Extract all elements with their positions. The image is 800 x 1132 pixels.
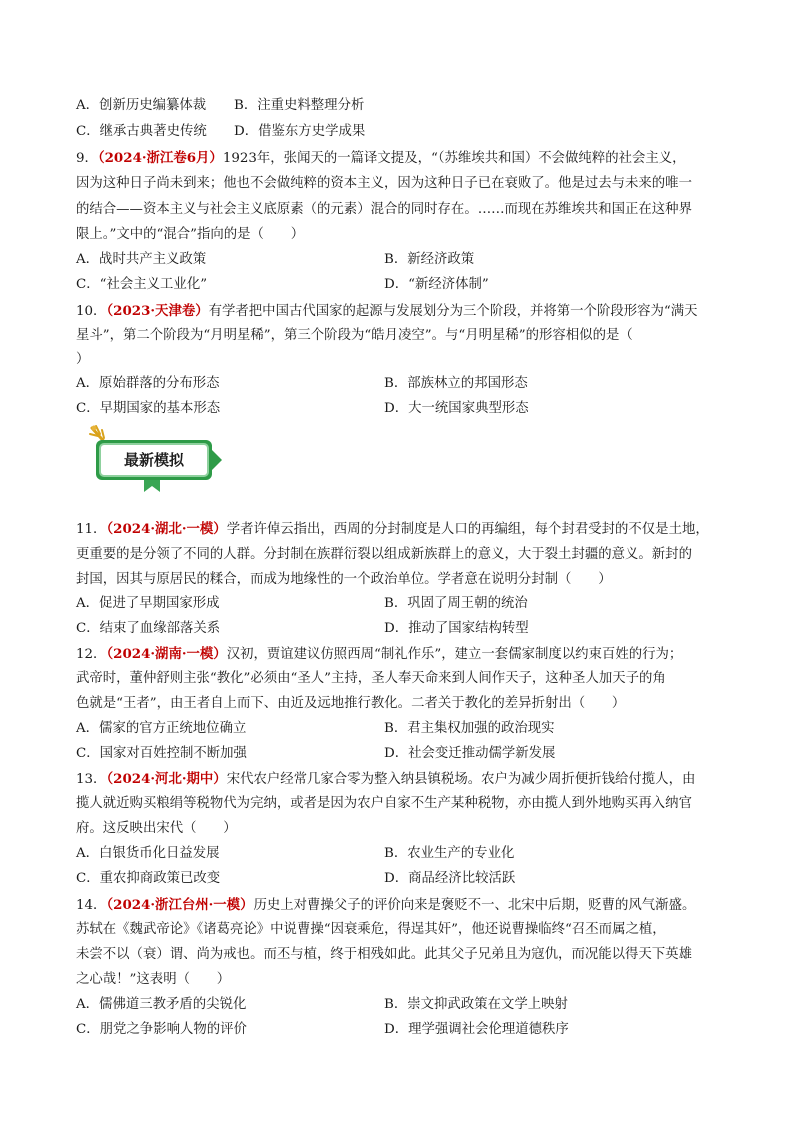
- q13-source: （2024·河北·期中）: [106, 771, 227, 787]
- q11-options-row-1: [76, 594, 726, 614]
- q9-stem-line-3: 的结合——资本主义与社会主义底原素（的元素）混合的同时存在。……而现在苏维埃共和国正在这种界: [76, 202, 692, 217]
- q12-options-row-1: [76, 719, 726, 739]
- q8-options-row-1: [76, 96, 726, 116]
- q12-options-row-2: [76, 744, 726, 764]
- q9-source: （2024·浙江卷6月）: [97, 150, 223, 166]
- q10-stem-line-2: 星斗”，第二个阶段为“月明星稀”，第三个阶段为“皓月凌空”。与“月明星稀”的形容相似的是（: [76, 328, 633, 343]
- q12-text: 汉初，贾谊建议仿照西周“制礼作乐”，建立一套儒家制度以约束百姓的行为；: [226, 647, 683, 662]
- q13-number: 13．: [76, 772, 107, 787]
- q11-option-a[interactable]: A．促进了早期国家形成: [76, 596, 220, 611]
- q11-stem-line-3: 封国，因其与原居民的糅合，而成为地缘性的一个政治单位。学者意在说明分封制（ ）: [76, 572, 612, 587]
- q10-option-b[interactable]: B．部族林立的邦国形态: [384, 376, 528, 391]
- q14-stem-line-4: 之心哉！”这表明（ ）: [76, 972, 231, 987]
- q10-stem-line-3: ）: [76, 352, 90, 367]
- q11-option-b[interactable]: B．巩固了周王朝的统治: [384, 596, 528, 611]
- q10-option-c[interactable]: C．早期国家的基本形态: [76, 401, 221, 416]
- q13-option-d[interactable]: D．商品经济比较活跃: [384, 871, 516, 886]
- q10-options-row-2: [76, 399, 726, 419]
- q8-option-b[interactable]: B．注重史料整理分析: [234, 98, 365, 113]
- q13-options-row-2: [76, 869, 726, 889]
- q10-text: 有学者把中国古代国家的起源与发展划分为三个阶段，并将第一个阶段形容为“满天: [208, 304, 698, 319]
- q12-source: （2024·湖南·一模）: [106, 646, 227, 662]
- q11-stem-line-2: 更重要的是分领了不同的人群。分封制在族群衍裂以组成新族群上的意义，大于裂土封疆的意义。新封的: [76, 547, 692, 562]
- section-badge: [82, 422, 230, 494]
- q8-option-a[interactable]: A．创新历史编纂体裁: [76, 98, 207, 113]
- q11-options-row-2: [76, 619, 726, 639]
- q13-stem-line-2: 揽人就近购买粮绢等税物代为完纳，或者是因为农户自家不生产某种税物，亦由揽人到外地购买再入纳官: [76, 796, 692, 811]
- q11-text: 学者许倬云指出，西周的分封制度是人口的再编组，每个封君受封的不仅是土地，: [226, 522, 709, 537]
- q14-source: （2024·浙江台州·一模）: [106, 897, 254, 913]
- q10-options-row-1: [76, 374, 726, 394]
- q9-text: 1923年，张闻天的一篇译文提及，“（苏维埃共和国）不会做纯粹的社会主义，: [222, 151, 686, 166]
- q13-stem-line-1: [76, 769, 724, 789]
- q8-option-d[interactable]: D．借鉴东方史学成果: [234, 124, 366, 139]
- q10-number: 10．: [76, 304, 107, 319]
- q10-stem-line-1: [76, 301, 724, 321]
- q9-options-row-2: [76, 275, 726, 295]
- q11-option-c[interactable]: C．结束了血缘部落关系: [76, 621, 221, 636]
- q12-option-b[interactable]: B．君主集权加强的政治现实: [384, 721, 555, 736]
- q13-text: 宋代农户经常几家合零为整入纳县镇税场。农户为减少周折便折钱给付揽人，由: [226, 772, 696, 787]
- q14-option-d[interactable]: D．理学强调社会伦理道德秩序: [384, 1022, 569, 1037]
- q12-option-a[interactable]: A．儒家的官方正统地位确立: [76, 721, 247, 736]
- q11-source: （2024·湖北·一模）: [106, 521, 227, 537]
- q9-number: 9．: [76, 151, 98, 166]
- q14-option-c[interactable]: C．朋党之争影响人物的评价: [76, 1022, 247, 1037]
- q11-stem-line-1: [76, 519, 724, 539]
- q9-option-d[interactable]: D．“新经济体制”: [384, 277, 489, 292]
- q14-text: 历史上对曹操父子的评价向来是褒贬不一、北宋中后期，贬曹的风气渐盛。: [253, 898, 696, 913]
- q12-stem-line-1: [76, 644, 724, 664]
- q14-options-row-1: [76, 995, 726, 1015]
- q13-options-row-1: [76, 844, 726, 864]
- q10-option-a[interactable]: A．原始群落的分布形态: [76, 376, 220, 391]
- q14-options-row-2: [76, 1020, 726, 1040]
- q14-number: 14．: [76, 898, 107, 913]
- q8-option-c[interactable]: C．继承古典著史传统: [76, 124, 207, 139]
- q11-number: 11．: [76, 522, 107, 537]
- q12-number: 12．: [76, 647, 107, 662]
- q14-option-b[interactable]: B．崇文抑武政策在文学上映射: [384, 997, 568, 1012]
- q9-stem-line-1: [76, 148, 724, 168]
- q12-stem-line-2: 武帝时，董仲舒则主张“教化”必须由“圣人”主持，圣人奉天命来到人间作天子，这种圣人加天子的角: [76, 671, 666, 686]
- q9-option-a[interactable]: A．战时共产主义政策: [76, 252, 207, 267]
- q8-options-row-2: [76, 122, 726, 142]
- q13-option-c[interactable]: C．重农抑商政策已改变: [76, 871, 221, 886]
- q10-source: （2023·天津卷）: [106, 303, 209, 319]
- q14-stem-line-3: 未尝不以（衰）谓、尚为戒也。而丕与植，终于相残如此。此其父子兄弟且为寇仇，而况能以得天下英雄: [76, 947, 692, 962]
- q13-option-a[interactable]: A．白银货币化日益发展: [76, 846, 220, 861]
- q14-stem-line-1: [76, 895, 724, 915]
- q12-option-c[interactable]: C．国家对百姓控制不断加强: [76, 746, 247, 761]
- q13-option-b[interactable]: B．农业生产的专业化: [384, 846, 515, 861]
- q14-stem-line-2: 苏轼在《魏武帝论》《诸葛亮论》中说曹操“因衰乘危，得逞其奸”，他还说曹操临终“召丕而属之植，: [76, 922, 666, 937]
- q9-option-c[interactable]: C．“社会主义工业化”: [76, 277, 208, 292]
- q9-stem-line-2: 因为这种日子尚未到来；他也不会做纯粹的资本主义，因为这种日子已在衰败了。他是过去与未来的唯一: [76, 176, 692, 191]
- section-badge-label: 最新模拟: [123, 451, 184, 469]
- q13-stem-line-3: 府。这反映出宋代（ ）: [76, 821, 237, 836]
- q9-options-row-1: [76, 250, 726, 270]
- q10-option-d[interactable]: D．大一统国家典型形态: [384, 401, 529, 416]
- q12-option-d[interactable]: D．社会变迁推动儒学新发展: [384, 746, 556, 761]
- q11-option-d[interactable]: D．推动了国家结构转型: [384, 621, 529, 636]
- q9-option-b[interactable]: B．新经济政策: [384, 252, 475, 267]
- q9-stem-line-4: 限上。”文中的“混合”指向的是（ ）: [76, 227, 305, 242]
- q14-option-a[interactable]: A．儒佛道三教矛盾的尖锐化: [76, 997, 247, 1012]
- q12-stem-line-3: 色就是“王者”，由王者自上而下、由近及远地推行教化。二者关于教化的差异折射出（ ）: [76, 696, 626, 711]
